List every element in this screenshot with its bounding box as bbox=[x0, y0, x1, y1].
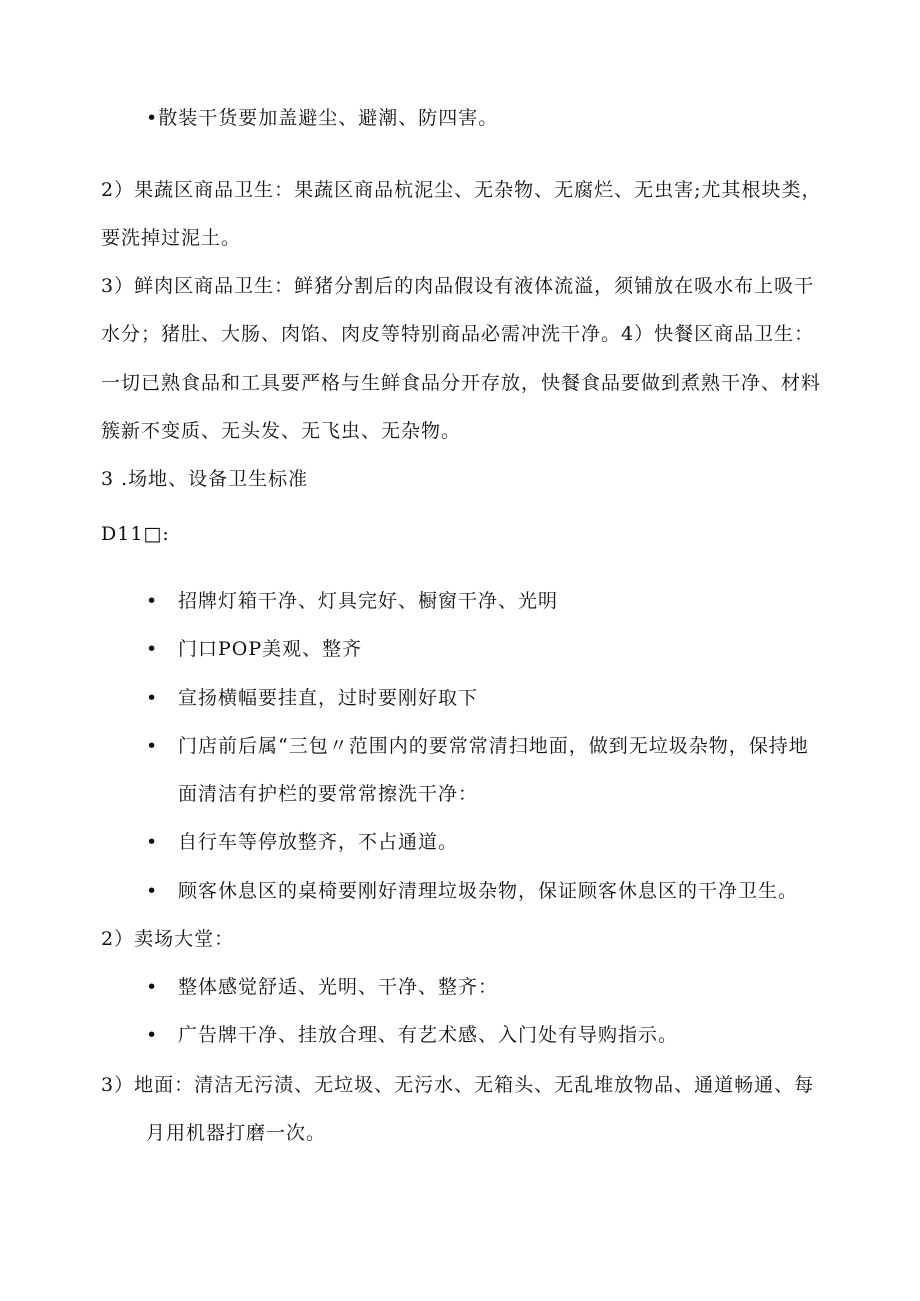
bullet-item-storefront-1: 门店前后属“三包〃范围内的要常常清扫地面，做到无垃圾杂物，保持地 bbox=[178, 735, 809, 757]
text-line-floor-1: 3）地面：清洁无污渍、无垃圾、无污水、无箱头、无乱堆放物品、通道畅通、每 bbox=[101, 1074, 815, 1096]
text-line-produce-2: 要洗掉过泥土。 bbox=[101, 227, 242, 249]
bullet-item-signage: 招牌灯箱干净、灯具完好、橱窗干净、光明 bbox=[178, 590, 559, 612]
text-line-fastfood-1: 一切已熟食品和工具要严格与生鲜食品分开存放，快餐食品要做到煮熟干净、材料 bbox=[101, 372, 822, 394]
bullet-item-storefront-2: 面清洁有护栏的要常常擦洗干净： bbox=[178, 783, 479, 805]
bullet-dot: • bbox=[146, 831, 159, 853]
bullet-item-overall-feel: 整体感觉舒适、光明、干净、整齐： bbox=[178, 976, 499, 998]
bullet-dot: • bbox=[146, 880, 159, 902]
bullet-dot: • bbox=[146, 1024, 159, 1046]
bullet-item-bicycles: 自行车等停放整齐，不占通道。 bbox=[178, 831, 459, 853]
text-line-meat-2: 水分；猪肚、大肠、肉馅、肉皮等特别商品必需冲洗干净。4）快餐区商品卫生： bbox=[101, 323, 815, 345]
bullet-dot: • bbox=[146, 590, 159, 612]
bullet-item-rest-area: 顾客休息区的桌椅要刚好清理垃圾杂物，保证顾客休息区的干净卫生。 bbox=[178, 880, 799, 902]
bullet-dot: • bbox=[146, 638, 159, 660]
text-line-floor-2: 月用机器打磨一次。 bbox=[146, 1122, 327, 1144]
bullet-item-pop: 门口POP美观、整齐 bbox=[178, 638, 363, 660]
bullet-dot: • bbox=[146, 735, 159, 757]
subheading-d11: D11□: bbox=[101, 523, 170, 545]
bullet-dot: • bbox=[146, 976, 159, 998]
section-heading-site-equipment: 3 .场地、设备卫生标准 bbox=[101, 468, 309, 490]
subheading-sales-hall: 2）卖场大堂： bbox=[101, 928, 235, 950]
bullet-dot: • bbox=[146, 687, 159, 709]
text-line-meat-1: 3）鲜肉区商品卫生：鲜猪分割后的肉品假设有液体流溢，须铺放在吸水布上吸干 bbox=[101, 275, 815, 297]
text-line-bulk-goods: •散装干货要加盖避尘、避潮、防四害。 bbox=[146, 107, 499, 129]
text-line-fastfood-2: 簇新不变质、无头发、无飞虫、无杂物。 bbox=[101, 420, 462, 442]
text-line-produce-1: 2）果蔬区商品卫生：果蔬区商品杭泥尘、无杂物、无腐烂、无虫害;尤其根块类， bbox=[101, 179, 822, 201]
bullet-item-banner: 宣扬横幅要挂直，过时要刚好取下 bbox=[178, 687, 479, 709]
bullet-item-billboards: 广告牌干净、挂放合理、有艺术感、入门处有导购指示。 bbox=[178, 1024, 679, 1046]
